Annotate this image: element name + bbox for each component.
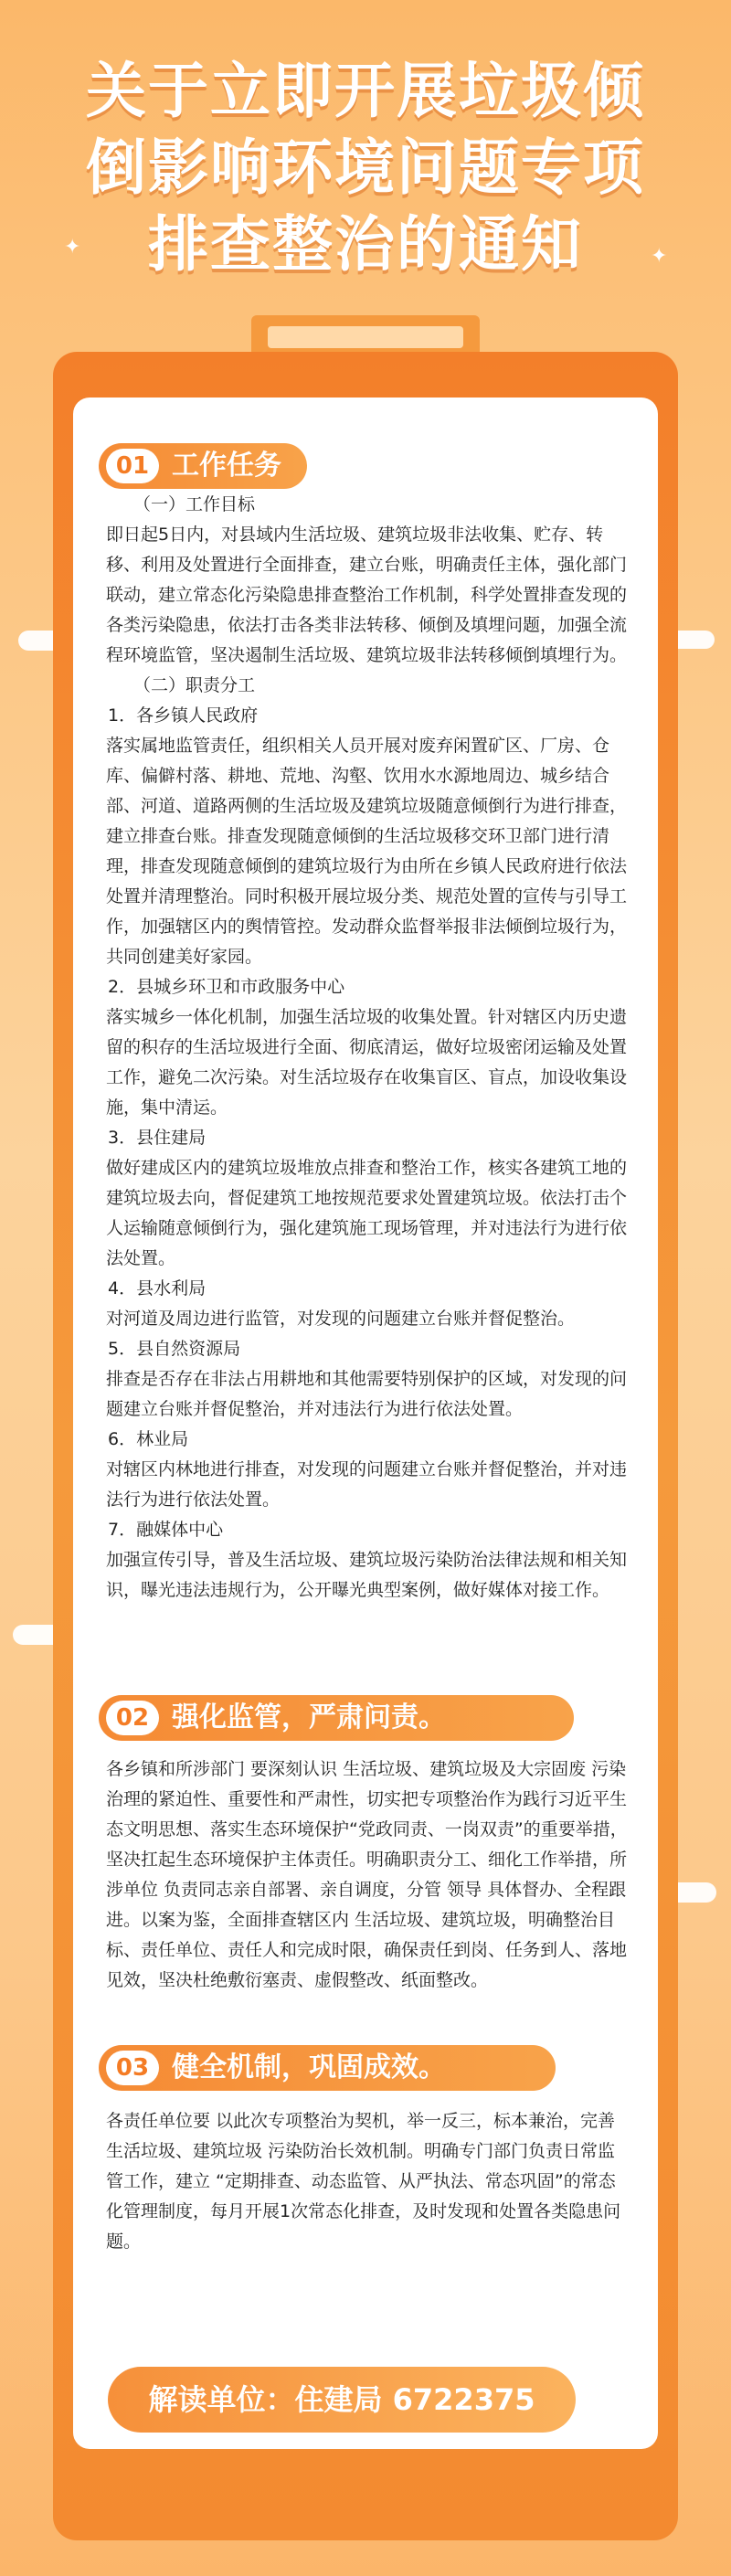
section-title: 工作任务 [172, 450, 281, 482]
duty-item-text: 落实城乡一体化机制，加强生活垃圾的收集处置。针对辖区内历史遗留的积存的生活垃圾进行全面、彻底清运，做好垃圾密闭运输及处置工作，避免二次污染。对生活垃圾存在收集盲区、盲点，加设收集设施，集中清运。 [106, 1007, 628, 1118]
section-number: 03 [106, 2051, 159, 2085]
goal-heading: （一）工作目标 [133, 494, 256, 514]
goal-text: 即日起5日内，对县域内生活垃圾、建筑垃圾非法收集、贮存、转移、利用及处置进行全面排查，建立台账，明确责任主体，强化部门联动，建立常态化污染隐患排查整治工作机制，科学处置排查发现的各类污染隐患，依法打击各类非法转移、倾倒及填埋问题，加强全流程环境监管，坚决遏制生活垃圾、建筑垃圾非法转移倾倒填埋行为。 [106, 525, 628, 665]
section-2-text: 各乡镇和所涉部门 要深刻认识 生活垃圾、建筑垃圾及大宗固废 污染治理的紧迫性、重要性和严肃性，切实把专项整治作为践行习近平生态文明思想、落实生态环境保护“党政同责、一岗双责”的重要举措，坚决扛起生态环境保护主体责任。明确职责分工、细化工作举措，所涉单位 负责同志亲自部署、亲自调度，分管 领导 具体督办、全程跟进。以案为鉴，全面排查辖区内 生活垃圾、建筑垃圾，明确整治目标、责任单位、责任人和完成时限，确保责任到岗、任务到人、落地见效，坚决杜绝敷衍塞责、虚假整改、纸面整改。 [106, 1759, 628, 1990]
title-line-2: 倒影响环境问题专项 [86, 133, 645, 203]
duty-item-heading: 1．各乡镇人民政府 [108, 705, 259, 726]
issuer-banner: 解读单位：住建局 6722375 [108, 2367, 576, 2433]
frame-top-tab [251, 315, 480, 354]
section-3-header [99, 2045, 556, 2091]
section-number: 02 [106, 1701, 159, 1735]
duty-item-heading: 2．县城乡环卫和市政服务中心 [108, 977, 345, 997]
duty-item-text: 对河道及周边进行监管，对发现的问题建立台账并督促整治。 [106, 1309, 576, 1329]
section-1-header [99, 443, 307, 489]
section-2-header [99, 1695, 574, 1741]
duty-item-text: 落实属地监管责任，组织相关人员开展对废弃闲置矿区、厂房、仓库、偏僻村落、耕地、荒地、沟壑、饮用水水源地周边、城乡结合部、河道、道路两侧的生活垃圾及建筑垃圾随意倾倒行为进行排查，建立排查台账。排查发现随意倾倒的生活垃圾移交环卫部门进行清理，排查发现随意倾倒的建筑垃圾行为由所在乡镇人民政府进行依法处置并清理整治。同时积极开展垃圾分类、规范处置的宣传与引导工作，加强辖区内的舆情管控。发动群众监督举报非法倾倒垃圾行为，共同创建美好家园。 [106, 736, 628, 967]
title-line-1: 关于立即开展垃圾倾 [86, 56, 645, 126]
duty-item-heading: 4．县水利局 [108, 1278, 207, 1299]
section-title: 强化监管，严肃问责。 [172, 1701, 446, 1733]
duty-item-heading: 6．林业局 [108, 1429, 189, 1449]
duty-item-text: 排查是否存在非法占用耕地和其他需要特别保护的区域，对发现的问题建立台账并督促整治，并对违法行为进行依法处置。 [106, 1369, 628, 1419]
section-3-text: 各责任单位要 以此次专项整治为契机，举一反三，标本兼治，完善 生活垃圾、建筑垃圾 污染防治长效机制。明确专门部门负责日常监管工作，建立 “定期排查、动态监管、从严执法、常态巩固”的常态化管理制度，每月开展1次常态化排查，及时发现和处置各类隐患问题。 [106, 2111, 621, 2252]
duty-item-heading: 3．县住建局 [108, 1128, 207, 1148]
section-2-body [106, 1754, 629, 1996]
duty-heading: （二）职责分工 [133, 675, 256, 695]
section-3-body [106, 2106, 629, 2257]
title-line-3: 排查整治的通知 [148, 209, 583, 280]
duty-item-heading: 7．融媒体中心 [108, 1520, 224, 1540]
duty-item-text: 做好建成区内的建筑垃圾堆放点排查和整治工作，核实各建筑工地的建筑垃圾去向，督促建筑工地按规范要求处置建筑垃圾。依法打击个人运输随意倾倒行为，强化建筑施工现场管理，并对违法行为进行依法处置。 [106, 1158, 628, 1268]
sparkle-icon: ✦ [64, 236, 81, 259]
page-title [0, 53, 731, 283]
duty-item-text: 加强宣传引导，普及生活垃圾、建筑垃圾污染防治法律法规和相关知识，曝光违法违规行为，公开曝光典型案例，做好媒体对接工作。 [106, 1550, 628, 1600]
duty-item-heading: 5．县自然资源局 [108, 1339, 241, 1359]
section-title: 健全机制，巩固成效。 [172, 2051, 446, 2083]
section-number: 01 [106, 449, 159, 483]
duty-item-text: 对辖区内林地进行排查，对发现的问题建立台账并督促整治，并对违法行为进行依法处置。 [106, 1459, 628, 1510]
section-1-body [106, 490, 629, 1606]
sparkle-icon: ✦ [651, 245, 668, 268]
